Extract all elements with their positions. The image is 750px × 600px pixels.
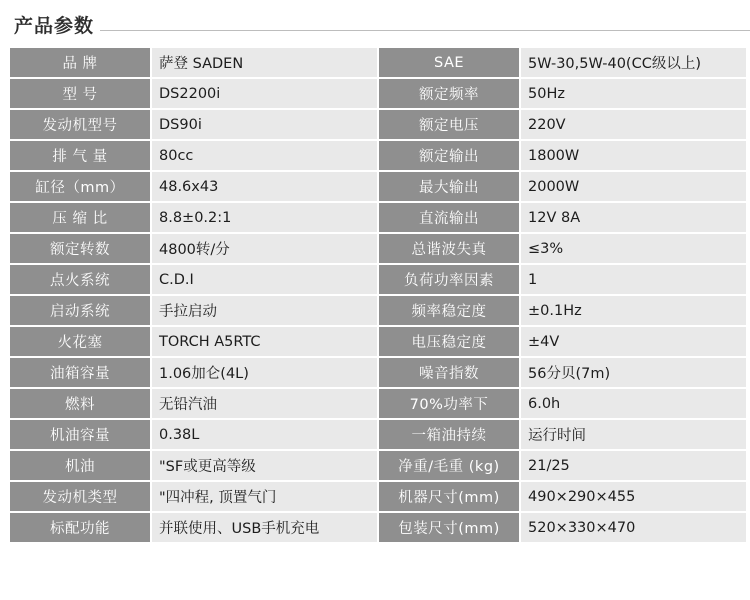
table-row	[379, 296, 746, 325]
table-row	[10, 482, 377, 511]
spec-value: 8.8±0.2:1	[152, 203, 377, 232]
table-row	[379, 420, 746, 449]
spec-value: "SF或更高等级	[152, 451, 377, 480]
table-row	[379, 513, 746, 542]
page-title-row	[0, 0, 750, 36]
spec-label: 电压稳定度	[379, 327, 519, 356]
table-row	[10, 513, 377, 542]
spec-value: C.D.I	[152, 265, 377, 294]
spec-label: 负荷功率因素	[379, 265, 519, 294]
spec-value: DS2200i	[152, 79, 377, 108]
spec-value: 21/25	[521, 451, 746, 480]
spec-label: 机器尺寸(mm)	[379, 482, 519, 511]
spec-value: "四冲程, 顶置气门	[152, 482, 377, 511]
spec-value: ≤3%	[521, 234, 746, 263]
spec-label: 发动机类型	[10, 482, 150, 511]
table-row	[10, 203, 377, 232]
spec-label: 额定转数	[10, 234, 150, 263]
table-row	[10, 234, 377, 263]
spec-value: 运行时间	[521, 420, 746, 449]
spec-label: 直流输出	[379, 203, 519, 232]
table-row	[10, 327, 377, 356]
spec-value: 0.38L	[152, 420, 377, 449]
title-divider	[100, 30, 750, 31]
spec-value: 220V	[521, 110, 746, 139]
spec-value: ±4V	[521, 327, 746, 356]
spec-label: 机油	[10, 451, 150, 480]
spec-label: 额定频率	[379, 79, 519, 108]
spec-value: 520×330×470	[521, 513, 746, 542]
table-row	[379, 234, 746, 263]
table-row	[10, 110, 377, 139]
spec-label: 包装尺寸(mm)	[379, 513, 519, 542]
table-row	[379, 451, 746, 480]
spec-label: 机油容量	[10, 420, 150, 449]
spec-value: 6.0h	[521, 389, 746, 418]
table-row	[10, 172, 377, 201]
spec-value: 48.6x43	[152, 172, 377, 201]
table-row	[379, 358, 746, 387]
spec-value: 50Hz	[521, 79, 746, 108]
spec-label: 燃料	[10, 389, 150, 418]
table-row	[379, 48, 746, 77]
spec-value: 萨登 SADEN	[152, 48, 377, 77]
spec-label: 排 气 量	[10, 141, 150, 170]
spec-value: 1.06加仑(4L)	[152, 358, 377, 387]
spec-label: 缸径（mm）	[10, 172, 150, 201]
table-row	[10, 296, 377, 325]
spec-label: 火花塞	[10, 327, 150, 356]
spec-value: 56分贝(7m)	[521, 358, 746, 387]
spec-label: 70%功率下	[379, 389, 519, 418]
spec-value: 无铅汽油	[152, 389, 377, 418]
table-row	[10, 358, 377, 387]
table-row	[379, 172, 746, 201]
table-row	[379, 79, 746, 108]
spec-column-right	[379, 48, 746, 542]
table-row	[379, 110, 746, 139]
spec-label: 总谐波失真	[379, 234, 519, 263]
spec-value: 2000W	[521, 172, 746, 201]
spec-value: 80cc	[152, 141, 377, 170]
spec-label: 额定电压	[379, 110, 519, 139]
table-row	[379, 141, 746, 170]
spec-label: 压 缩 比	[10, 203, 150, 232]
spec-label: 型 号	[10, 79, 150, 108]
spec-value: 5W-30,5W-40(CC级以上)	[521, 48, 746, 77]
spec-label: 发动机型号	[10, 110, 150, 139]
spec-label: 标配功能	[10, 513, 150, 542]
spec-value: DS90i	[152, 110, 377, 139]
spec-label: 油箱容量	[10, 358, 150, 387]
table-row	[379, 482, 746, 511]
table-row	[10, 451, 377, 480]
table-row	[10, 48, 377, 77]
table-row	[10, 265, 377, 294]
spec-label: 一箱油持续	[379, 420, 519, 449]
spec-value: 并联使用、USB手机充电	[152, 513, 377, 542]
spec-label: 频率稳定度	[379, 296, 519, 325]
spec-value: 490×290×455	[521, 482, 746, 511]
spec-value: ±0.1Hz	[521, 296, 746, 325]
spec-label: 最大输出	[379, 172, 519, 201]
table-row	[379, 389, 746, 418]
spec-value: 手拉启动	[152, 296, 377, 325]
table-row	[10, 389, 377, 418]
spec-table	[0, 36, 750, 542]
spec-label: 净重/毛重 (kg)	[379, 451, 519, 480]
spec-label: 噪音指数	[379, 358, 519, 387]
spec-value: TORCH A5RTC	[152, 327, 377, 356]
table-row	[10, 79, 377, 108]
spec-value: 1	[521, 265, 746, 294]
table-row	[10, 141, 377, 170]
spec-value: 4800转/分	[152, 234, 377, 263]
table-row	[10, 420, 377, 449]
spec-column-left	[10, 48, 377, 542]
page-title: 产品参数	[14, 15, 95, 37]
table-row	[379, 265, 746, 294]
spec-label: 启动系统	[10, 296, 150, 325]
spec-label: 额定输出	[379, 141, 519, 170]
table-row	[379, 327, 746, 356]
spec-value: 12V 8A	[521, 203, 746, 232]
spec-label: 品 牌	[10, 48, 150, 77]
table-row	[379, 203, 746, 232]
spec-label: SAE	[379, 48, 519, 77]
spec-value: 1800W	[521, 141, 746, 170]
spec-label: 点火系统	[10, 265, 150, 294]
